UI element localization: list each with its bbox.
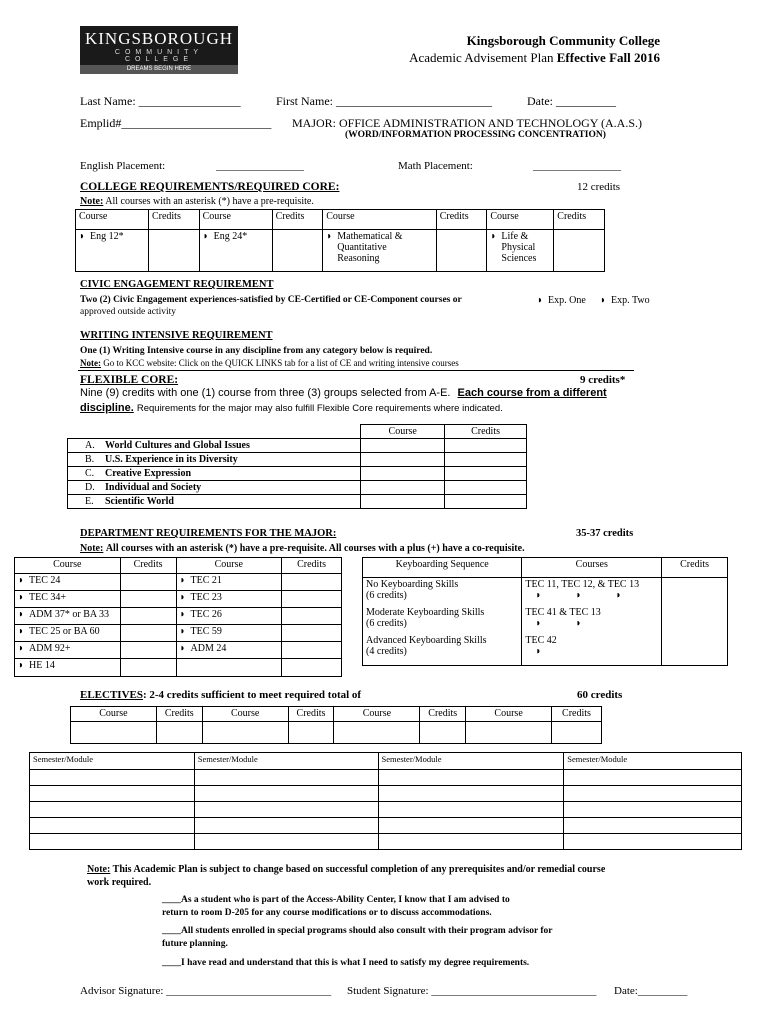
flexible-title: FLEXIBLE CORE: <box>80 374 179 386</box>
english-placement-label: English Placement: <box>80 160 166 172</box>
dept-note <box>80 543 525 554</box>
col-credits: Credits <box>272 210 323 230</box>
civic-title: CIVIC ENGAGEMENT REQUIREMENT <box>80 279 274 290</box>
credits-cell[interactable] <box>282 574 342 591</box>
credits-cell[interactable] <box>120 659 176 677</box>
credits-cell[interactable] <box>282 608 342 625</box>
credits-cell[interactable] <box>282 659 342 677</box>
course-name: ADM 24 <box>190 643 227 654</box>
bullet-icon: ◗ <box>600 295 607 306</box>
concentration: (WORD/INFORMATION PROCESSING CONCENTRATION) <box>345 130 606 140</box>
first-name-field[interactable]: First Name: __________________________ <box>276 94 492 108</box>
plan-title <box>409 50 660 66</box>
bullet-icon: ◗ <box>535 645 542 657</box>
col-course: Course <box>487 210 554 230</box>
course-name: ADM 37* or BA 33 <box>29 609 110 620</box>
col-course: Course <box>176 558 282 574</box>
college-req-table <box>75 209 605 272</box>
course-name: Life & Physical Sciences <box>501 231 537 264</box>
course-cell[interactable] <box>361 453 445 467</box>
col-course: Course <box>323 210 436 230</box>
group-row <box>68 453 361 467</box>
exp-two-label: Exp. Two <box>611 295 650 306</box>
bullet-icon: ◗ <box>326 231 333 242</box>
kb-skill <box>363 606 522 634</box>
note-text: All courses with an asterisk (*) have a pre-requisite. All courses with a plus (+) have a co-requisite. <box>105 543 525 554</box>
col-course: Course <box>466 707 552 722</box>
electives-title <box>80 689 361 701</box>
course-cell[interactable] <box>361 495 445 509</box>
course-cell[interactable] <box>176 642 282 659</box>
semester-cell[interactable] <box>30 770 195 786</box>
course-name: Eng 12* <box>90 231 124 242</box>
credits-cell[interactable] <box>272 230 323 272</box>
group-name: U.S. Experience in its Diversity <box>105 454 238 465</box>
semester-table <box>29 752 742 850</box>
english-placement-field[interactable]: ________________ <box>216 160 304 172</box>
math-placement-field[interactable]: ________________ <box>533 160 621 172</box>
bullet-icon: ◗ <box>18 609 25 620</box>
group-name: World Cultures and Global Issues <box>105 440 250 451</box>
group-row <box>68 495 361 509</box>
course-name: Eng 24* <box>213 231 248 242</box>
logo-name: KINGSBOROUGH <box>84 29 233 48</box>
course-cell[interactable] <box>202 722 288 744</box>
kb-courses[interactable] <box>522 606 662 634</box>
course-name: TEC 26 <box>190 609 222 620</box>
course-cell[interactable] <box>15 608 121 625</box>
bullet-icon: ◗ <box>18 575 25 586</box>
kb-skill-credits: (6 credits) <box>366 617 407 629</box>
semester-cell[interactable] <box>30 834 195 850</box>
col-credits: Credits <box>445 425 527 439</box>
course-cell[interactable] <box>334 722 420 744</box>
course-cell[interactable] <box>466 722 552 744</box>
course-cell[interactable] <box>361 467 445 481</box>
col-course: Course <box>361 425 445 439</box>
college-logo <box>80 26 238 70</box>
flexible-text-b: Each course from a different <box>457 387 607 399</box>
course-cell[interactable] <box>71 722 157 744</box>
semester-cell[interactable] <box>564 818 742 834</box>
bullet-icon: ◗ <box>179 609 186 620</box>
understand-checkbox[interactable]: ____I have read and understand that this is what I need to satisfy my degree requirements. <box>162 958 530 968</box>
bullet-icon: ◗ <box>490 231 497 242</box>
credits-cell[interactable] <box>554 230 605 272</box>
semester-cell[interactable] <box>378 818 564 834</box>
kb-skill-label: Moderate Keyboarding Skills <box>366 606 485 618</box>
course-cell[interactable] <box>323 230 436 272</box>
note-label: Note: <box>80 196 104 207</box>
major-title: MAJOR: OFFICE ADMINISTRATION AND TECHNOLOGY (A.A.S.) <box>292 116 643 130</box>
electives-table <box>70 706 602 744</box>
bullet-icon: ◗ <box>179 575 186 586</box>
course-cell[interactable] <box>176 625 282 642</box>
bullet-icon: ◗ <box>615 590 622 601</box>
note-label: Note: <box>80 543 104 554</box>
college-req-title: COLLEGE REQUIREMENTS/REQUIRED CORE: <box>80 181 340 193</box>
semester-cell[interactable] <box>194 786 378 802</box>
credits-cell[interactable] <box>120 574 176 591</box>
credits-cell[interactable] <box>445 481 527 495</box>
col-course: Course <box>334 707 420 722</box>
course-cell[interactable] <box>176 591 282 608</box>
blank-cell <box>68 425 361 439</box>
kb-skill-credits: (6 credits) <box>366 590 407 601</box>
exp-two[interactable] <box>600 295 650 306</box>
course-cell[interactable] <box>15 591 121 608</box>
math-placement-label: Math Placement: <box>398 160 473 172</box>
advisor-signature-field[interactable]: Advisor Signature: ______________________________ <box>80 985 332 997</box>
credits-cell[interactable] <box>282 625 342 642</box>
group-row <box>68 481 361 495</box>
credits-cell[interactable] <box>288 722 334 744</box>
credits-cell[interactable] <box>120 642 176 659</box>
bullet-icon: ◗ <box>537 295 544 306</box>
date-field[interactable]: Date: __________ <box>527 94 616 108</box>
access-ability-text: return to room D-205 for any course modifications or to discuss accommodations. <box>162 908 492 918</box>
flexible-text <box>80 387 607 399</box>
semester-cell[interactable] <box>378 770 564 786</box>
group-name: Individual and Society <box>105 482 202 493</box>
logo-tagline: DREAMS BEGIN HERE <box>80 65 238 74</box>
flexible-text-d: Requirements for the major may also fulfill Flexible Core requirements where indicated. <box>136 403 503 414</box>
dept-table <box>14 557 342 677</box>
writing-note <box>80 358 459 368</box>
credits-cell[interactable] <box>445 495 527 509</box>
electives-text: : 2-4 credits sufficient to meet required total of <box>142 689 362 701</box>
semester-cell[interactable] <box>564 834 742 850</box>
course-cell[interactable] <box>487 230 554 272</box>
plan-note-2: work required. <box>87 877 152 888</box>
writing-title: WRITING INTENSIVE REQUIREMENT <box>80 330 273 341</box>
dept-title: DEPARTMENT REQUIREMENTS FOR THE MAJOR: <box>80 528 337 539</box>
kb-skill-label: Advanced Keyboarding Skills <box>366 634 487 646</box>
group-letter: D. <box>85 482 95 493</box>
semester-header: Semester/Module <box>30 753 195 770</box>
college-req-credits: 12 credits <box>577 181 621 193</box>
civic-text: Two (2) Civic Engagement experiences-satisfied by CE-Certified or CE-Component courses or <box>80 295 462 305</box>
group-letter: B. <box>85 454 95 465</box>
note-text: This Academic Plan is subject to change based on successful completion of any prerequisites and/or remedial course <box>112 864 606 875</box>
bullet-icon: ◗ <box>535 590 542 601</box>
bullet-icon: ◗ <box>179 592 186 603</box>
semester-header: Semester/Module <box>194 753 378 770</box>
semester-cell[interactable] <box>564 786 742 802</box>
group-name: Creative Expression <box>105 468 192 479</box>
kb-header: Keyboarding Sequence <box>363 558 522 578</box>
kb-skill-label: No Keyboarding Skills <box>366 579 459 590</box>
emplid-field[interactable]: Emplid#_________________________ <box>80 116 272 130</box>
col-course: Course <box>202 707 288 722</box>
electives-credits: 60 credits <box>577 689 623 701</box>
keyboarding-table <box>362 557 728 666</box>
credits-cell[interactable] <box>120 591 176 608</box>
flexible-text-2 <box>80 402 503 414</box>
bullet-icon: ◗ <box>575 590 582 601</box>
kb-credits-cell[interactable] <box>662 578 728 666</box>
exp-one[interactable] <box>537 295 586 306</box>
group-letter: C. <box>85 468 95 479</box>
semester-cell[interactable] <box>194 770 378 786</box>
note-text: All courses with an asterisk (*) have a pre-requisite. <box>105 196 314 207</box>
kb-courses-label: TEC 11, TEC 12, & TEC 13 <box>525 579 640 590</box>
kb-skill-credits: (4 credits) <box>366 645 407 657</box>
group-row <box>68 439 361 453</box>
credits-cell[interactable] <box>156 722 202 744</box>
semester-header: Semester/Module <box>378 753 564 770</box>
note-label: Note: <box>80 358 101 368</box>
bullet-icon: ◗ <box>18 592 25 603</box>
bullet-icon: ◗ <box>202 231 209 242</box>
divider <box>78 370 634 371</box>
note-label: Note: <box>87 864 111 875</box>
course-cell[interactable] <box>176 574 282 591</box>
col-course: Course <box>76 210 149 230</box>
plan-label: Academic Advisement Plan <box>409 50 554 65</box>
kb-bullets <box>525 646 658 657</box>
course-name: TEC 34+ <box>29 592 67 603</box>
plan-effective: Effective Fall 2016 <box>556 50 660 65</box>
exp-one-label: Exp. One <box>548 295 586 306</box>
semester-cell[interactable] <box>194 818 378 834</box>
special-programs-text: future planning. <box>162 939 228 949</box>
bullet-icon: ◗ <box>179 643 186 654</box>
bullet-icon: ◗ <box>575 617 582 629</box>
semester-cell[interactable] <box>30 802 195 818</box>
course-name: TEC 59 <box>190 626 222 637</box>
flexible-credits: 9 credits* <box>580 374 626 386</box>
kb-credits-header: Credits <box>662 558 728 578</box>
kb-bullets <box>525 618 658 629</box>
semester-cell[interactable] <box>378 802 564 818</box>
col-credits: Credits <box>148 210 199 230</box>
credits-cell[interactable] <box>551 722 601 744</box>
flexible-table <box>67 424 527 509</box>
kb-courses[interactable] <box>522 578 662 606</box>
bullet-icon: ◗ <box>18 626 25 637</box>
kb-skill <box>363 634 522 666</box>
bullet-icon: ◗ <box>179 626 186 637</box>
col-credits: Credits <box>554 210 605 230</box>
last-name-field[interactable]: Last Name: _________________ <box>80 94 241 108</box>
dept-credits: 35-37 credits <box>576 528 634 539</box>
col-credits: Credits <box>288 707 334 722</box>
semester-cell[interactable] <box>564 802 742 818</box>
course-name: TEC 24 <box>29 575 61 586</box>
writing-text: One (1) Writing Intensive course in any discipline from any category below is required. <box>80 346 433 356</box>
semester-cell[interactable] <box>194 834 378 850</box>
col-credits: Credits <box>420 707 466 722</box>
kb-skill <box>363 578 522 606</box>
civic-text-2: approved outside activity <box>80 307 177 317</box>
course-cell[interactable] <box>15 642 121 659</box>
col-course: Course <box>71 707 157 722</box>
col-credits: Credits <box>551 707 601 722</box>
course-cell[interactable] <box>176 659 282 677</box>
credits-cell[interactable] <box>445 467 527 481</box>
credits-cell[interactable] <box>282 591 342 608</box>
signature-date-field[interactable]: Date:_________ <box>614 985 688 997</box>
group-name: Scientific World <box>105 496 174 507</box>
semester-cell[interactable] <box>378 834 564 850</box>
semester-cell[interactable] <box>378 786 564 802</box>
flexible-text-c: discipline. <box>80 402 134 414</box>
course-cell[interactable] <box>15 659 121 677</box>
credits-cell[interactable] <box>120 608 176 625</box>
bullet-icon: ◗ <box>18 660 25 671</box>
credits-cell[interactable] <box>148 230 199 272</box>
credits-cell[interactable] <box>445 439 527 453</box>
kb-courses-label: TEC 42 <box>525 634 557 646</box>
col-credits: Credits <box>120 558 176 574</box>
credits-cell[interactable] <box>282 642 342 659</box>
plan-note <box>87 864 605 875</box>
logo-sub: COMMUNITY COLLEGE <box>114 49 204 63</box>
course-cell[interactable] <box>176 608 282 625</box>
kb-bullets <box>525 590 658 601</box>
flexible-text-a: Nine (9) credits with one (1) course from three (3) groups selected from A-E. <box>80 387 451 399</box>
semester-cell[interactable] <box>30 818 195 834</box>
semester-cell[interactable] <box>194 802 378 818</box>
access-ability-checkbox[interactable]: ____As a student who is part of the Access-Ability Center, I know that I am advised to <box>162 895 510 905</box>
course-name: Mathematical & Quantitative Reasoning <box>337 231 403 264</box>
kb-courses-header: Courses <box>522 558 662 578</box>
course-name: ADM 92+ <box>29 643 71 654</box>
course-cell[interactable] <box>76 230 149 272</box>
col-credits: Credits <box>436 210 487 230</box>
course-name: TEC 25 or BA 60 <box>29 626 100 637</box>
col-credits: Credits <box>282 558 342 574</box>
note-text: Go to KCC website: Click on the QUICK LINKS tab for a list of CE and writing intensive courses <box>103 358 459 368</box>
course-cell[interactable] <box>199 230 272 272</box>
semester-cell[interactable] <box>564 770 742 786</box>
credits-cell[interactable] <box>445 453 527 467</box>
semester-cell[interactable] <box>30 786 195 802</box>
credits-cell[interactable] <box>120 625 176 642</box>
semester-header: Semester/Module <box>564 753 742 770</box>
course-cell[interactable] <box>361 481 445 495</box>
course-cell[interactable] <box>15 574 121 591</box>
kb-courses-label: TEC 41 & TEC 13 <box>525 606 601 618</box>
group-letter: E. <box>85 496 94 507</box>
group-letter: A. <box>85 440 95 451</box>
course-name: HE 14 <box>29 660 55 671</box>
bullet-icon: ◗ <box>535 617 542 629</box>
col-course: Course <box>199 210 272 230</box>
course-name: TEC 21 <box>190 575 222 586</box>
group-row <box>68 467 361 481</box>
course-cell[interactable] <box>15 625 121 642</box>
electives-label: ELECTIVES <box>80 689 143 701</box>
special-programs-checkbox[interactable]: ____All students enrolled in special programs should also consult with their program advisor for <box>162 926 553 936</box>
college-req-note <box>80 196 314 207</box>
college-name: Kingsborough Community College <box>466 33 660 48</box>
col-credits: Credits <box>156 707 202 722</box>
student-signature-field[interactable]: Student Signature: ______________________________ <box>347 985 597 997</box>
col-course: Course <box>15 558 121 574</box>
bullet-icon: ◗ <box>18 643 25 654</box>
credits-cell[interactable] <box>436 230 487 272</box>
course-cell[interactable] <box>361 439 445 453</box>
credits-cell[interactable] <box>420 722 466 744</box>
bullet-icon: ◗ <box>79 231 86 242</box>
kb-courses[interactable] <box>522 634 662 666</box>
course-name: TEC 23 <box>190 592 222 603</box>
